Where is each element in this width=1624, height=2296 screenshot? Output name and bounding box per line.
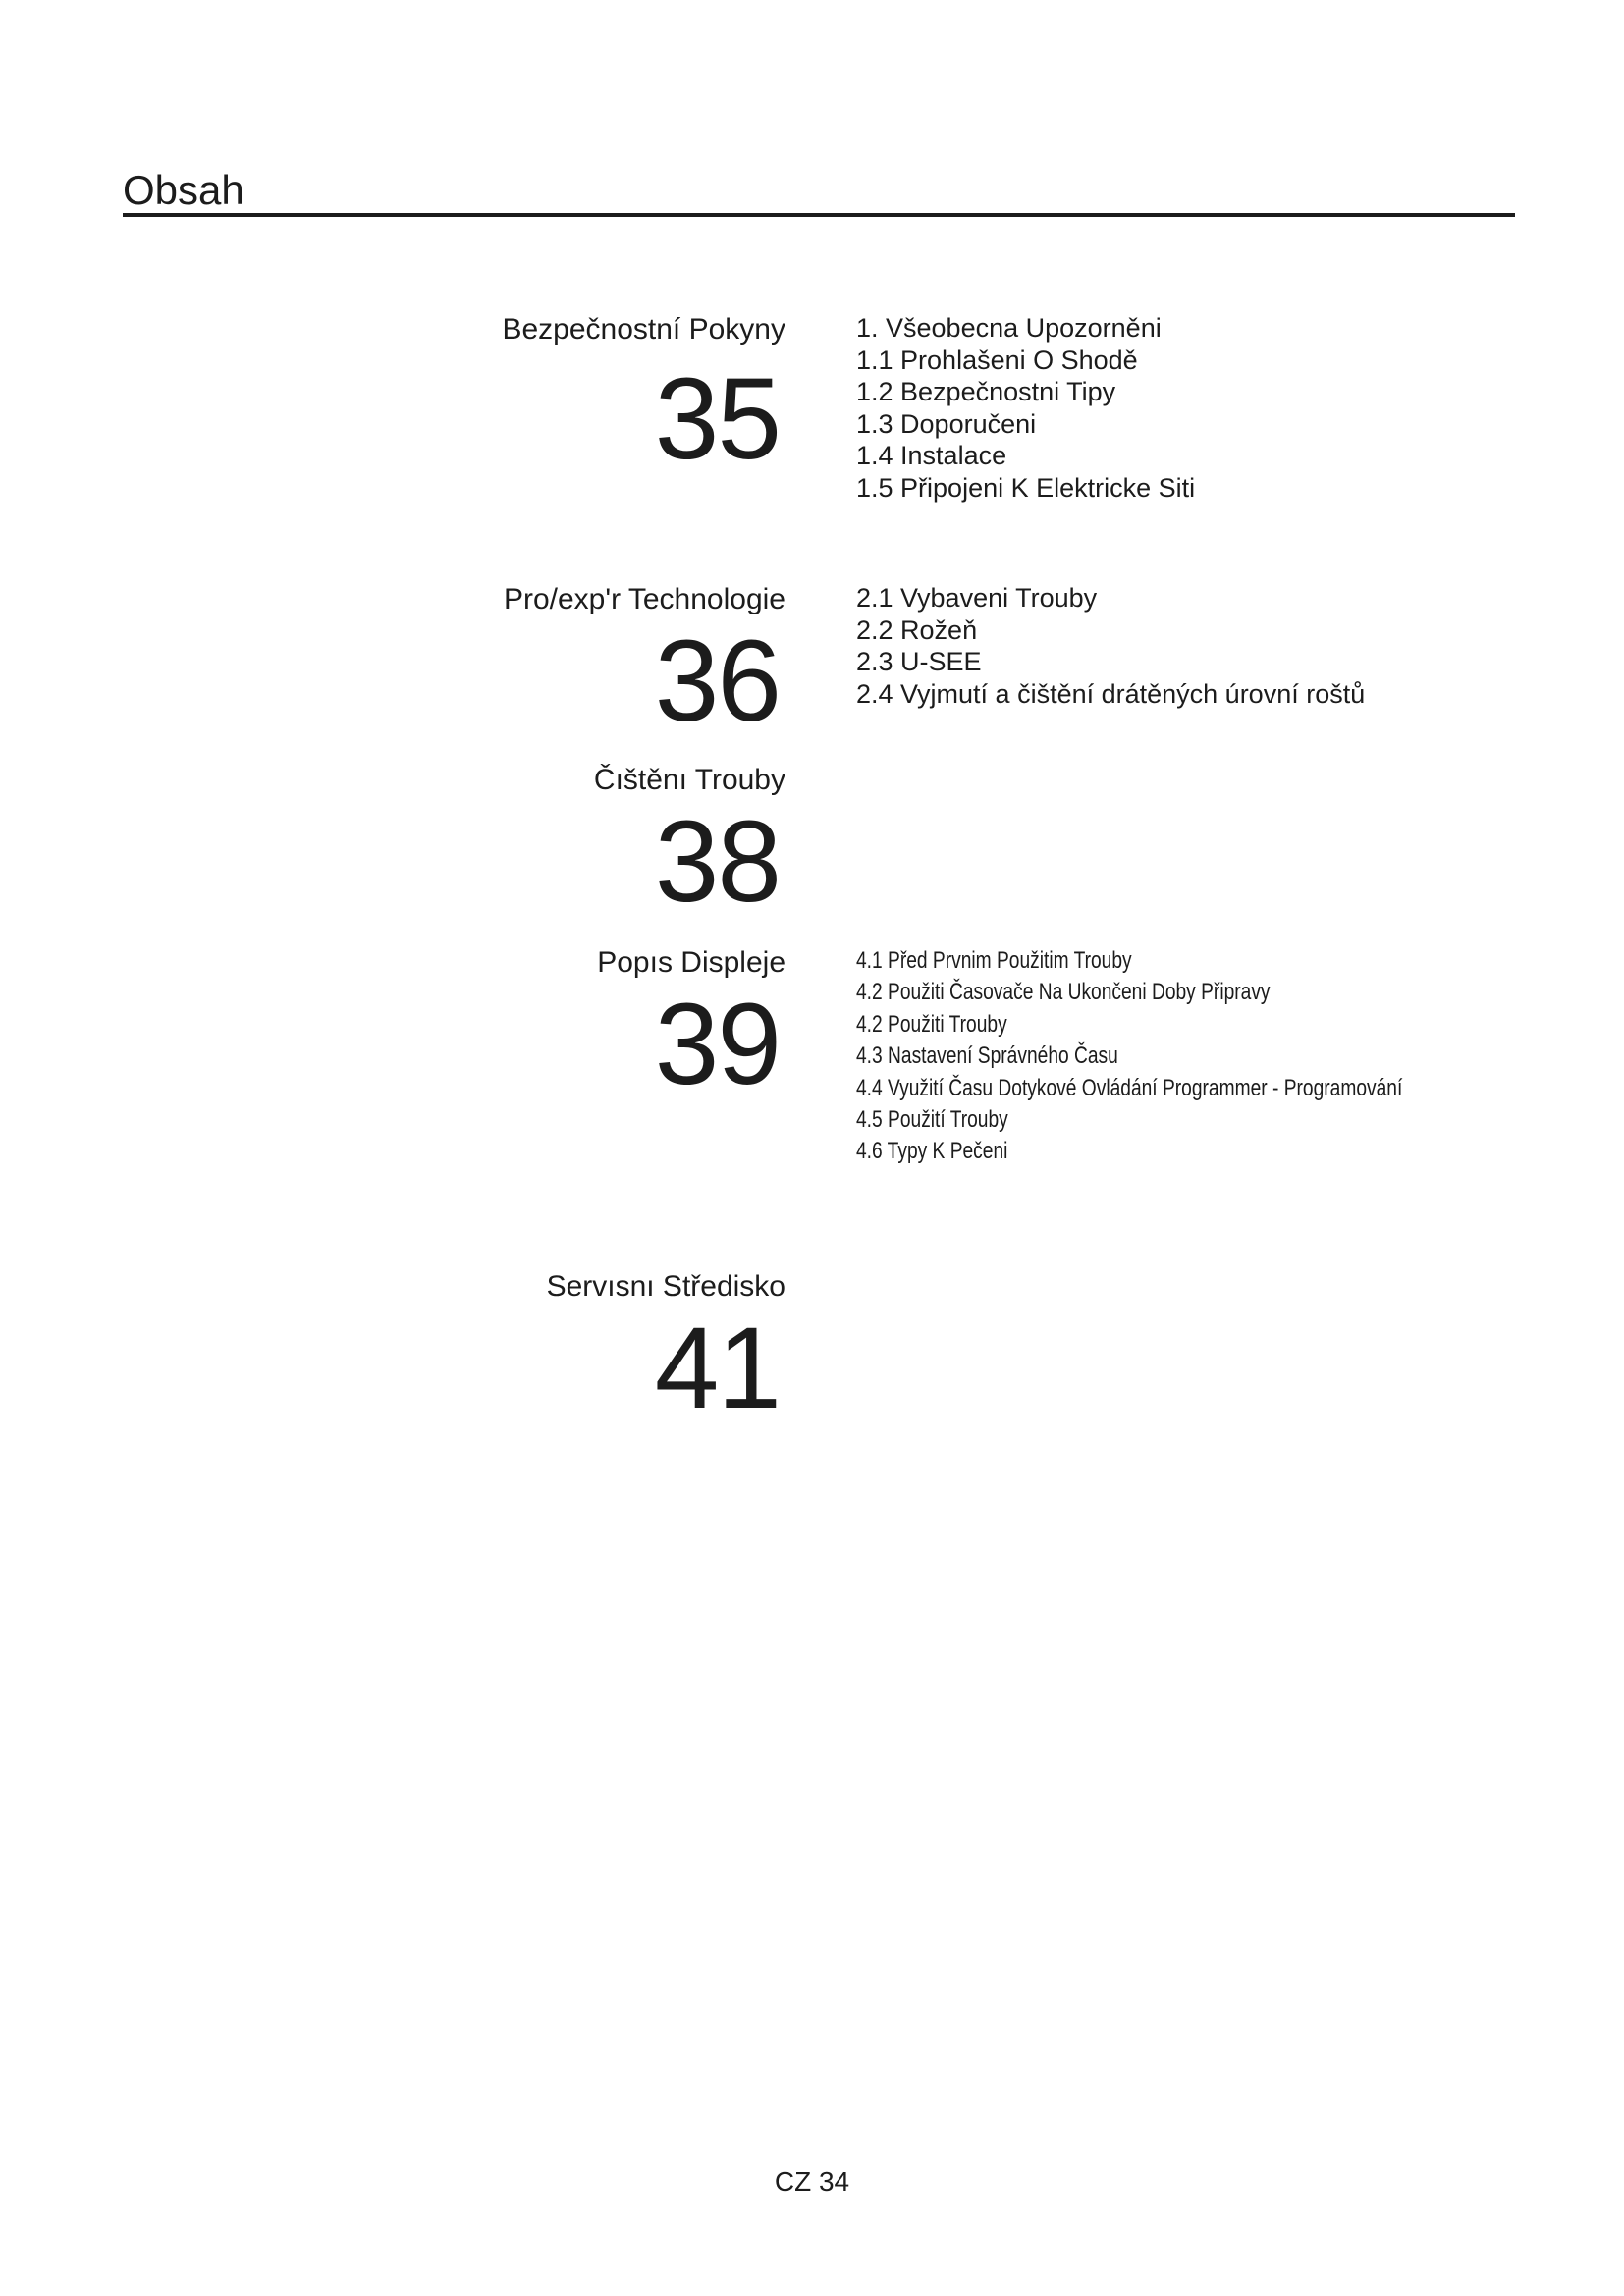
section-page-number: 39 (654, 980, 780, 1109)
subsection-item: 2.1 Vybaveni Trouby (856, 583, 1098, 613)
section-page-number: 36 (654, 616, 780, 746)
subsection-item: 1.5 Připojeni K Elektricke Siti (856, 472, 1196, 503)
subsection-item: 4.2 Použiti Trouby (856, 1010, 1007, 1038)
subsection-item: 4.3 Nastavení Správného Času (856, 1042, 1118, 1070)
section-page-number: 38 (654, 797, 780, 927)
subsection-item: 4.6 Typy K Pečeni (856, 1138, 1008, 1165)
subsection-item: 4.4 Využití Času Dotykové Ovládání Programmer - Programování (856, 1074, 1403, 1101)
subsection-item: 1.4 Instalace (856, 441, 1007, 471)
subsection-list (856, 582, 1365, 710)
section-title: Popıs Displeje (597, 946, 785, 979)
subsection-item: 4.5 Použití Trouby (856, 1106, 1008, 1134)
page-footer-number: CZ 34 (774, 2166, 850, 2197)
subsection-list (856, 312, 1195, 505)
subsection-list (856, 945, 1539, 1168)
section-page-number: 41 (654, 1304, 780, 1433)
subsection-item: 4.1 Před Prvnim Použitim Trouby (856, 947, 1132, 974)
subsection-item: 1. Všeobecna Upozorněni (856, 313, 1162, 343)
section-title: Pro/exp'r Technologie (503, 583, 785, 615)
subsection-item: 2.3 U-SEE (856, 647, 982, 677)
subsection-item: 1.2 Bezpečnostni Tipy (856, 377, 1116, 407)
subsection-item: 2.2 Rožeň (856, 614, 978, 645)
page-title: Obsah (123, 167, 244, 213)
section-title: Servısnı Střediskо (546, 1270, 785, 1303)
subsection-item: 2.4 Vyjmutí a čištění drátěných úrovní roštů (856, 678, 1366, 709)
section-title: Čıštěnı Trouby (593, 764, 785, 796)
section-page-number: 35 (654, 354, 780, 484)
subsection-item: 4.2 Použiti Časovače Na Ukončeni Doby Připravy (856, 979, 1271, 1006)
subsection-item: 1.1 Prohlašeni O Shodě (856, 345, 1138, 375)
subsection-item: 1.3 Doporučeni (856, 408, 1037, 439)
title-divider (123, 213, 1515, 217)
section-title: Bezpečnostní Pokyny (502, 313, 785, 346)
